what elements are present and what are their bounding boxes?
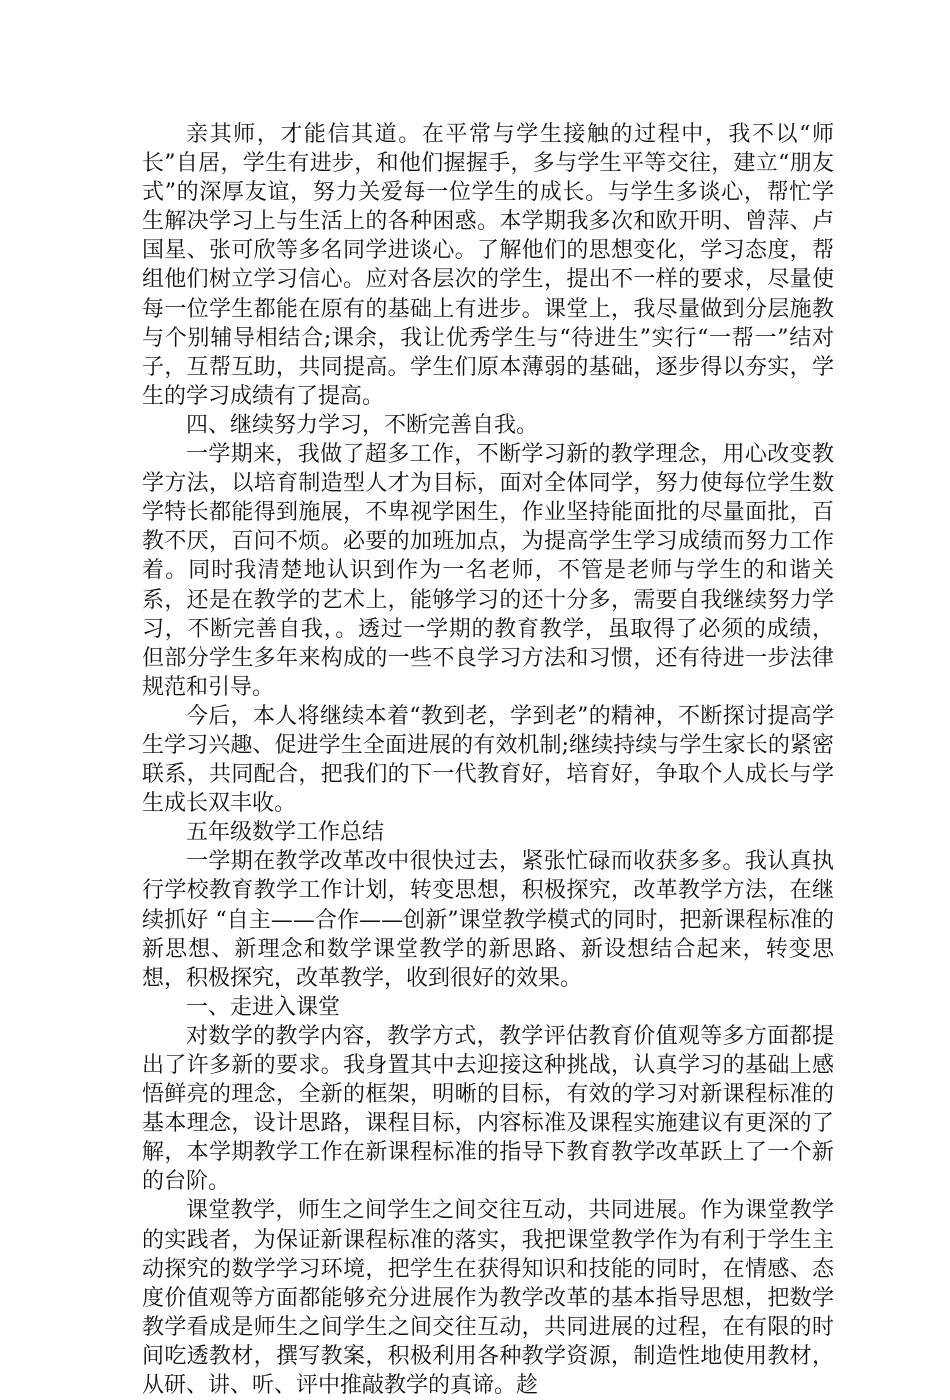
section-heading-enter-classroom: 一、走进入课堂	[186, 994, 341, 1020]
paragraph-semester-overview: 一学期在教学改革改中很快过去，紧张忙碌而收获多多。我认真执行学校教育教学工作计划，转变思想，积极探究，改革教学方法，在继续抓好 “自主——合作——创新”课堂教学模式的同时，把新课程标准的新思想、新理念和数学课堂教学的新思路、新设想结合起来，转变思想，积极探究，改革教学，收到很好的效果。	[142, 849, 834, 991]
paragraph-teacher-student-relations: 亲其师，才能信其道。在平常与学生接触的过程中，我不以“师长”自居，学生有进步，和他们握握手，多与学生平等交往，建立“朋友式”的深厚友谊，努力关爱每一位学生的成长。与学生多谈心，帮忙学生解决学习上与生活上的各种困惑。本学期我多次和欧开明、曾萍、卢国星、张可欣等多名同学进谈心。了解他们的思想变化，学习态度，帮组他们树立学习信心。应对各层次的学生，提出不一样的要求，尽量使每一位学生都能在原有的基础上有进步。课堂上，我尽量做到分层施教与个别辅导相结合;课余，我让优秀学生与“待进生”实行“一帮一”结对子，互帮互助，共同提高。学生们原本薄弱的基础，逐步得以夯实，学生的学习成绩有了提高。	[142, 122, 834, 409]
paragraph-classroom-teaching: 课堂教学，师生之间学生之间交往互动，共同进展。作为课堂教学的实践者，为保证新课程标准的落实，我把课堂教学作为有利于学生主动探究的数学学习环境，把学生在获得知识和技能的同时，在情感、态度价值观等方面都能够充分进展作为教学改革的基本指导思想，把数学教学看成是师生之间学生之间交往互动，共同进展的过程，在有限的时间吃透教材，撰写教案，积极利用各种教学资源，制造性地使用教材，从研、讲、听、评中推敲教学的真谛。趁	[142, 1198, 834, 1399]
paragraph-new-curriculum: 对数学的教学内容，教学方式，教学评估教育价值观等多方面都提出了许多新的要求。我身置其中去迎接这种挑战，认真学习的基础上感悟鲜亮的理念，全新的框架，明晰的目标，有效的学习对新课程标准的基本理念，设计思路，课程目标，内容标准及课程实施建议有更深的了解，本学期教学工作在新课程标准的指导下教育教学改革跃上了一个新的台阶。	[142, 1023, 834, 1195]
paragraph-future-plans: 今后，本人将继续本着“教到老，学到老”的精神，不断探讨提高学生学习兴趣、促进学生全面进展的有效机制;继续持续与学生家长的紧密联系，共同配合，把我们的下一代教育好，培育好，争取个人成长与学生成长双丰收。	[142, 703, 834, 817]
document-title-grade5-math-summary: 五年级数学工作总结	[186, 820, 385, 846]
document-body	[142, 120, 834, 1400]
section-heading-continue-learning: 四、继续努力学习，不断完善自我。	[186, 412, 539, 438]
paragraph-semester-work: 一学期来，我做了超多工作，不断学习新的教学理念，用心改变教学方法，以培育制造型人才为目标，面对全体同学，努力使每位学生数学特长都能得到施展，不卑视学困生，作业坚持能面批的尽量面批，百教不厌，百问不烦。必要的加班加点，为提高学生学习成绩而努力工作着。同时我清楚地认识到作为一名老师，不管是老师与学生的和谐关系，还是在教学的艺术上，能够学习的还十分多，需要自我继续努力学习，不断完善自我，。透过一学期的教育教学，虽取得了必须的成绩，但部分学生多年来构成的一些不良学习方法和习惯，还有待进一步法律规范和引导。	[142, 442, 834, 700]
